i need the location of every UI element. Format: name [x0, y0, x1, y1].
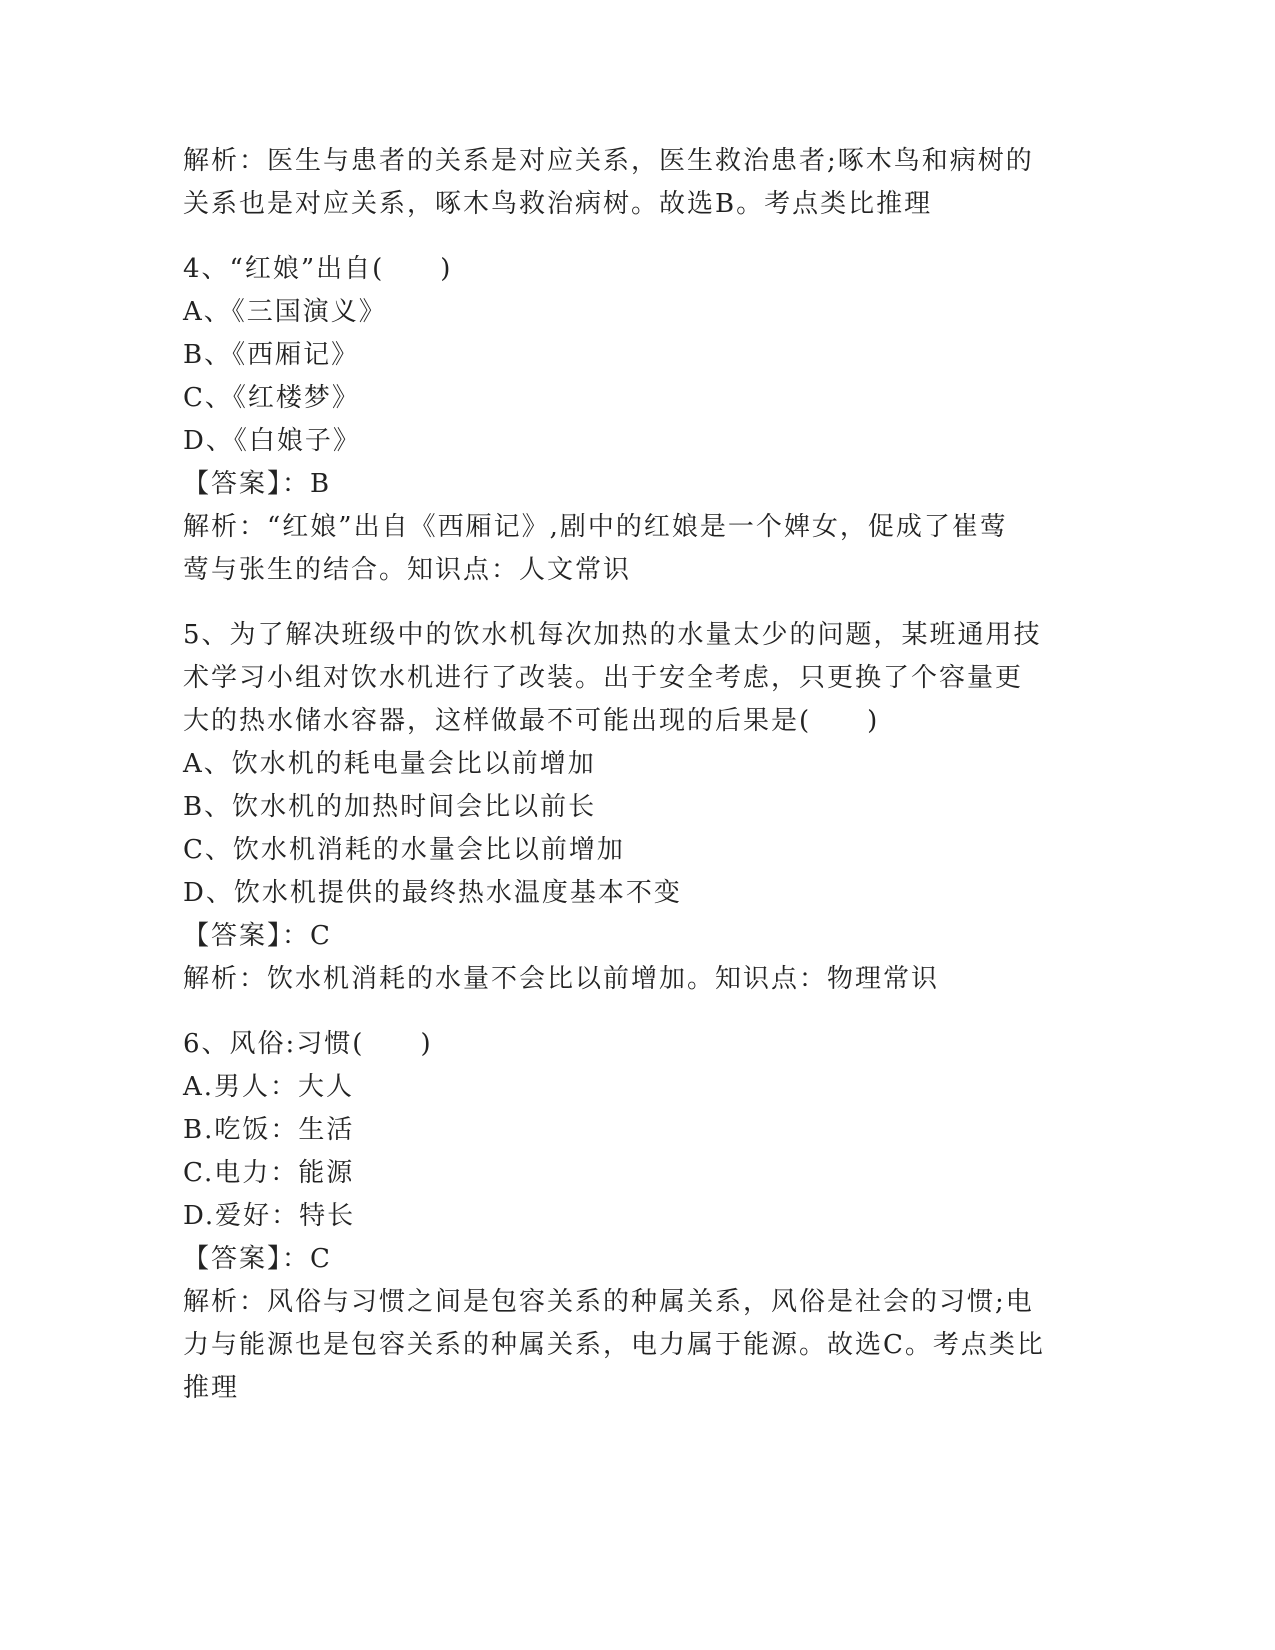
option-d: D、《白娘子》 [183, 426, 361, 456]
option-d: D、饮水机提供的最终热水温度基本不变 [183, 878, 682, 908]
option-b: B.吃饭：生活 [183, 1115, 355, 1145]
option-a: A、《三国演义》 [183, 297, 387, 327]
answer: 【答案】：B [183, 469, 332, 499]
question-text: 4、“红娘”出自( ) [183, 254, 453, 284]
question-3-analysis [183, 140, 1083, 226]
option-a: A.男人：大人 [183, 1072, 355, 1102]
option-a: A、饮水机的耗电量会比以前增加 [183, 749, 596, 779]
analysis-text: 推理 [183, 1373, 240, 1403]
question-6 [183, 1023, 1083, 1410]
option-b: B、饮水机的加热时间会比以前长 [183, 792, 597, 822]
option-c: C、《红楼梦》 [183, 383, 360, 413]
analysis-text: 解析：医生与患者的关系是对应关系，医生救治患者;啄木鸟和病树的 [183, 146, 1034, 176]
option-b: B、《西厢记》 [183, 340, 360, 370]
option-c: C、饮水机消耗的水量会比以前增加 [183, 835, 625, 865]
analysis-text: 力与能源也是包容关系的种属关系，电力属于能源。故选C。考点类比 [183, 1330, 1045, 1360]
question-text: 大的热水储水容器，这样做最不可能出现的后果是( ) [183, 706, 880, 736]
analysis-text: 解析：饮水机消耗的水量不会比以前增加。知识点：物理常识 [183, 964, 940, 994]
document-page [183, 140, 1083, 1410]
question-5 [183, 614, 1083, 1001]
analysis-text: 解析：“红娘”出自《西厢记》,剧中的红娘是一个婢女，促成了崔莺 [183, 512, 1008, 542]
question-4 [183, 248, 1083, 592]
analysis-text: 关系也是对应关系，啄木鸟救治病树。故选B。考点类比推理 [183, 189, 933, 219]
option-d: D.爱好：特长 [183, 1201, 356, 1231]
option-c: C.电力：能源 [183, 1158, 355, 1188]
answer: 【答案】：C [183, 1244, 332, 1274]
analysis-text: 莺与张生的结合。知识点：人文常识 [183, 555, 632, 585]
question-text: 术学习小组对饮水机进行了改装。出于安全考虑，只更换了个容量更 [183, 663, 1024, 693]
question-text: 6、风俗:习惯( ) [183, 1029, 433, 1059]
analysis-text: 解析：风俗与习惯之间是包容关系的种属关系，风俗是社会的习惯;电 [183, 1287, 1034, 1317]
question-text: 5、为了解决班级中的饮水机每次加热的水量太少的问题，某班通用技 [183, 620, 1042, 650]
answer: 【答案】：C [183, 921, 332, 951]
